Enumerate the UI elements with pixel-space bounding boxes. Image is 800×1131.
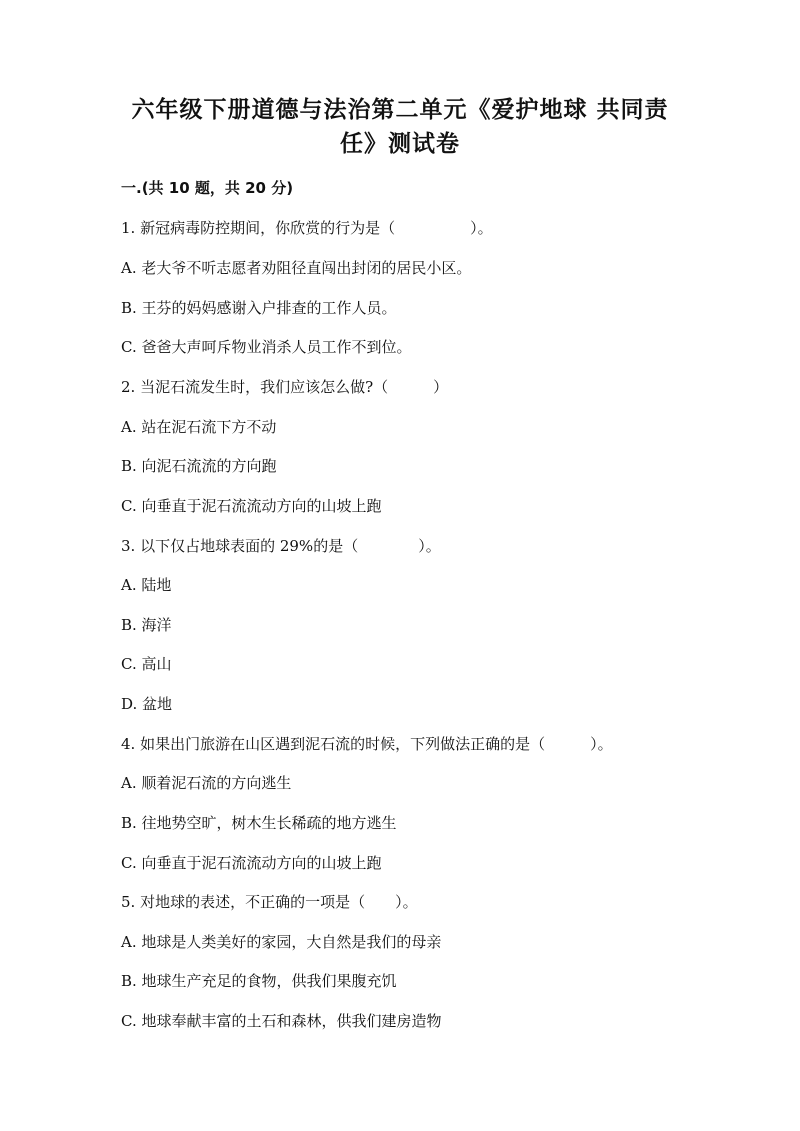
question-1-stem: 1. 新冠病毒防控期间，你欣赏的行为是（ ）。: [121, 219, 493, 237]
section-heading: 一.(共 10 题，共 20 分): [121, 179, 294, 197]
title-line-1: 六年级下册道德与法治第二单元《爱护地球 共同责: [131, 97, 669, 123]
question-4-option-c: C. 向垂直于泥石流流动方向的山坡上跑: [121, 854, 382, 872]
question-5-option-a: A. 地球是人类美好的家园，大自然是我们的母亲: [121, 933, 442, 951]
question-2-stem: 2. 当泥石流发生时，我们应该怎么做?（ ）: [121, 378, 449, 396]
question-4-option-b: B. 往地势空旷，树木生长稀疏的地方逃生: [121, 814, 397, 832]
question-4-stem: 4. 如果出门旅游在山区遇到泥石流的时候，下列做法正确的是（ ）。: [121, 735, 613, 753]
page-title: [100, 93, 700, 161]
question-3-option-a: A. 陆地: [121, 576, 172, 594]
question-1-option-b: B. 王芬的妈妈感谢入户排查的工作人员。: [121, 299, 397, 317]
question-1-option-c: C. 爸爸大声呵斥物业消杀人员工作不到位。: [121, 338, 412, 356]
question-2-option-b: B. 向泥石流流的方向跑: [121, 457, 277, 475]
question-1-option-a: A. 老大爷不听志愿者劝阻径直闯出封闭的居民小区。: [121, 259, 472, 277]
question-3-option-c: C. 高山: [121, 655, 172, 673]
question-3-stem: 3. 以下仅占地球表面的 29%的是（ ）。: [121, 537, 441, 555]
question-5-stem: 5. 对地球的表述，不正确的一项是（ ）。: [121, 893, 418, 911]
question-3-option-d: D. 盆地: [121, 695, 173, 713]
question-2-option-a: A. 站在泥石流下方不动: [121, 418, 277, 436]
question-5-option-c: C. 地球奉献丰富的土石和森林，供我们建房造物: [121, 1012, 442, 1030]
question-3-option-b: B. 海洋: [121, 616, 172, 634]
question-4-option-a: A. 顺着泥石流的方向逃生: [121, 774, 292, 792]
question-5-option-b: B. 地球生产充足的食物，供我们果腹充饥: [121, 972, 397, 990]
question-2-option-c: C. 向垂直于泥石流流动方向的山坡上跑: [121, 497, 382, 515]
title-line-2: 任》测试卷: [340, 131, 460, 157]
